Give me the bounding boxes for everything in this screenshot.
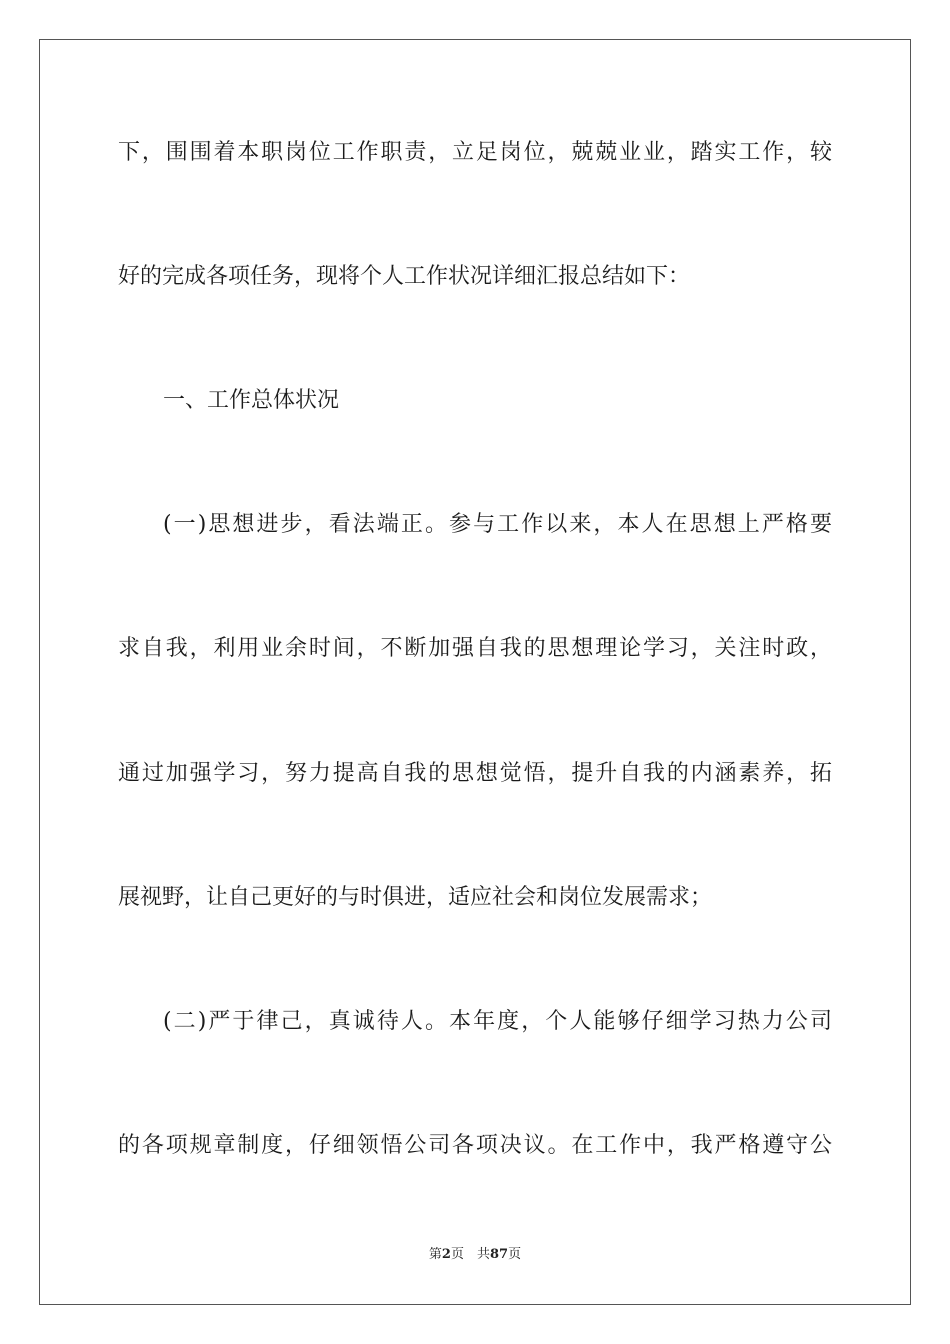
body-line-7: 展视野，让自己更好的与时俱进，适应社会和岗位发展需求；: [118, 885, 713, 910]
footer-page-suffix: 页: [508, 1247, 522, 1262]
section-heading: 一、工作总体状况: [163, 388, 340, 413]
body-line-5: 求自我，利用业余时间，不断加强自我的思想理论学习，关注时政，: [118, 636, 832, 661]
body-line-8: (二)严于律己，真诚待人。本年度，个人能够仔细学习热力公司: [163, 1009, 832, 1034]
footer-page-total: 87: [489, 1247, 509, 1262]
page-footer: [0, 1246, 950, 1264]
body-line-6: 通过加强学习，努力提高自我的思想觉悟，提升自我的内涵素养，拓: [118, 761, 832, 786]
body-line-4: (一)思想进步，看法端正。参与工作以来，本人在思想上严格要: [163, 512, 832, 537]
footer-page-mid: 页 共: [450, 1247, 490, 1262]
body-line-1: 下，围围着本职岗位工作职责，立足岗位，兢兢业业，踏实工作，较: [118, 140, 832, 165]
body-line-2: 好的完成各项任务，现将个人工作状况详细汇报总结如下：: [118, 264, 691, 289]
footer-page-current: 2: [441, 1247, 451, 1262]
body-line-9: 的各项规章制度，仔细领悟公司各项决议。在工作中，我严格遵守公: [118, 1133, 832, 1158]
page-border: [39, 39, 911, 1305]
footer-page-prefix: 第: [428, 1247, 442, 1262]
